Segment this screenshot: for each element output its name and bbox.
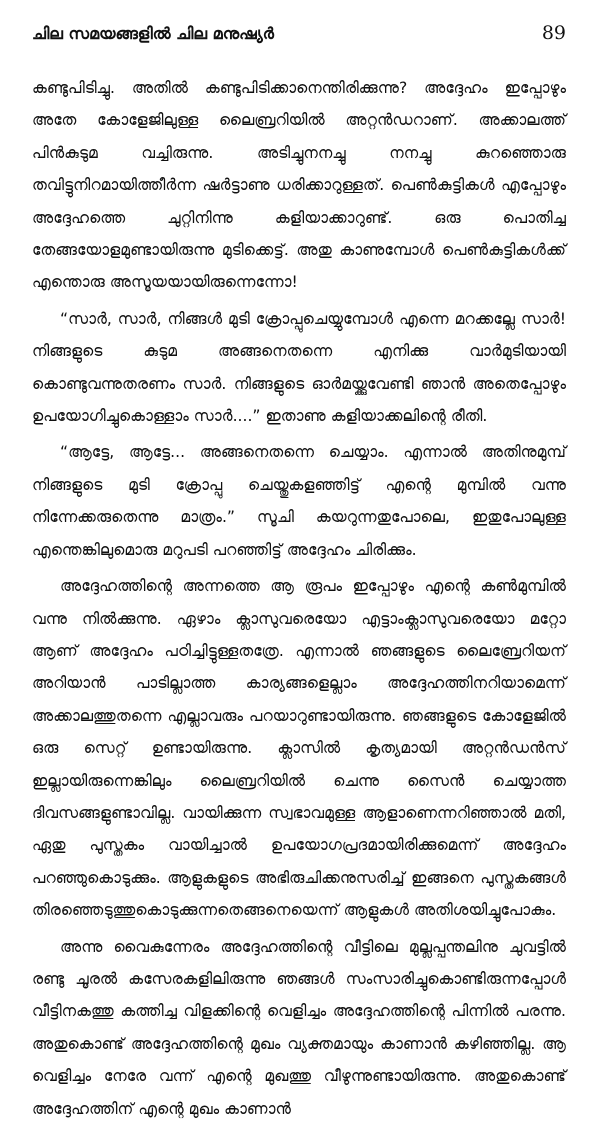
- paragraph: “ആട്ടേ, ആട്ടേ... അങ്ങനെതന്നെ ചെയ്യാം. എന്നാൽ അതിനുമുമ്പ് നിങ്ങളുടെ മുടി ക്രോപ്പു ചെയ്തുകളഞ്ഞിട്ട് എന്റെ മുമ്പിൽ വന്നു നിന്നേക്കരുതെന്നു മാത്രം.” സൂചി കയറുന്നതുപോലെ, ഇതുപോലുള്ള എന്തെങ്കിലുമൊരു മറുപടി പറഞ്ഞിട്ട് അദ്ദേഹം ചിരിക്കും.: [32, 443, 566, 559]
- running-head: ചില സമയങ്ങളിൽ ചില മനുഷ്യർ: [32, 24, 274, 43]
- paragraph: കണ്ടുപിടിച്ചു. അതിൽ കണ്ടുപിടിക്കാനെന്തിരിക്കുന്നു? അദ്ദേഹം ഇപ്പോഴും അതേ കോളേജിലുള്ള ലൈബ്രറിയിൽ അറ്റൻഡറാണ്. അക്കാലത്ത് പിൻകുടുമ വച്ചിരുന്നു. അടിച്ചുനനച്ചു നനച്ചു കുറഞ്ഞൊരു തവിട്ടുനിറമായിത്തീർന്ന ഷർട്ടാണു ധരിക്കാറുള്ളത്. പെൺകുട്ടികൾ എപ്പോഴും അദ്ദേഹത്തെ ചുറ്റിനിന്നു കളിയാക്കാറുണ്ട്. ഒരു പൊതിച്ച തേങ്ങയോളമുണ്ടായിരുന്നു മുടിക്കെട്ട്. അതു കാണുമ്പോൾ പെൺകുട്ടികൾക്ക് എന്തൊരു അസൂയയായിരുന്നെന്നോ!: [32, 79, 566, 292]
- page-header: [32, 22, 566, 66]
- paragraph: അദ്ദേഹത്തിന്റെ അന്നത്തെ ആ രൂപം ഇപ്പോഴും എന്റെ കൺമുമ്പിൽ വന്നു നിൽക്കുന്നു. ഏഴാം ക്ലാസുവരെയോ എട്ടാംക്ലാസുവരെയോ മറ്റോ ആണ് അദ്ദേഹം പഠിച്ചിട്ടുള്ളതത്രേ. എന്നാൽ ഞങ്ങളുടെ ലൈബ്രേറിയന് അറിയാൻ പാടില്ലാത്ത കാര്യങ്ങളെല്ലാം അദ്ദേഹത്തിനറിയാമെന്ന് അക്കാലത്തുതന്നെ എല്ലാവരും പറയാറുണ്ടായിരുന്നു. ഞങ്ങളുടെ കോളേജിൽ ഒരു സെറ്റ് ഉണ്ടായിരുന്നു. ക്ലാസിൽ കൃത്യമായി അറ്റൻഡൻസ് ഇല്ലായിരുന്നെങ്കിലും ലൈബ്രറിയിൽ ചെന്നു സൈൻ ചെയ്യാത്ത ദിവസങ്ങളുണ്ടാവില്ല. വായിക്കുന്ന സ്വഭാവമുള്ള ആളാണെന്നറിഞ്ഞാൽ മതി, ഏതു പുസ്തകം വായിച്ചാൽ ഉപയോഗപ്രദമായിരിക്കുമെന്ന് അദ്ദേഹം പറഞ്ഞുകൊടുക്കും. ആളുകളുടെ അഭിരുചിക്കനുസരിച്ച് ഇങ്ങനെ പുസ്തകങ്ങൾ തിരഞ്ഞെടുത്തുകൊടുക്കുന്നതെങ്ങനെയെന്ന് ആളുകൾ അതിശയിച്ചുപോകും.: [32, 577, 566, 920]
- paragraph: “സാർ, സാർ, നിങ്ങൾ മുടി ക്രോപ്പുചെയ്യുമ്പോൾ എന്നെ മറക്കല്ലേ സാർ! നിങ്ങളുടെ കുടുമ അങ്ങനെതന്നെ എനിക്കു വാർമുടിയായി കൊണ്ടുവന്നുതരണം സാർ. നിങ്ങളുടെ ഓർമയ്ക്കുവേണ്ടി ഞാൻ അതെപ്പോഴും ഉപയോഗിച്ചുകൊള്ളാം സാർ....” ഇതാണു കളിയാക്കലിന്റെ രീതി.: [32, 309, 566, 426]
- paragraph: അന്നു വൈകുന്നേരം അദ്ദേഹത്തിന്റെ വീട്ടിലെ മുല്ലപ്പന്തലിനു ചുവട്ടിൽ രണ്ടു ചൂരൽ കസേരകളിലിരുന്നു ഞങ്ങൾ സംസാരിച്ചുകൊണ്ടിരുന്നപ്പോൾ വീട്ടിനകത്തു കത്തിച്ച വിളക്കിന്റെ വെളിച്ചം അദ്ദേഹത്തിന്റെ പിന്നിൽ പരന്നു. അതുകൊണ്ട് അദ്ദേഹത്തിന്റെ മുഖം വ്യക്തമായും കാണാൻ കഴിഞ്ഞില്ല. ആ വെളിച്ചം നേരേ വന്ന് എന്റെ മുഖത്തു വീഴുന്നുണ്ടായിരുന്നു. അതുകൊണ്ട് അദ്ദേഹത്തിന് എന്റെ മുഖം കാണാൻ: [32, 937, 566, 1118]
- body-text: [32, 72, 566, 1125]
- page-number: 89: [541, 22, 566, 44]
